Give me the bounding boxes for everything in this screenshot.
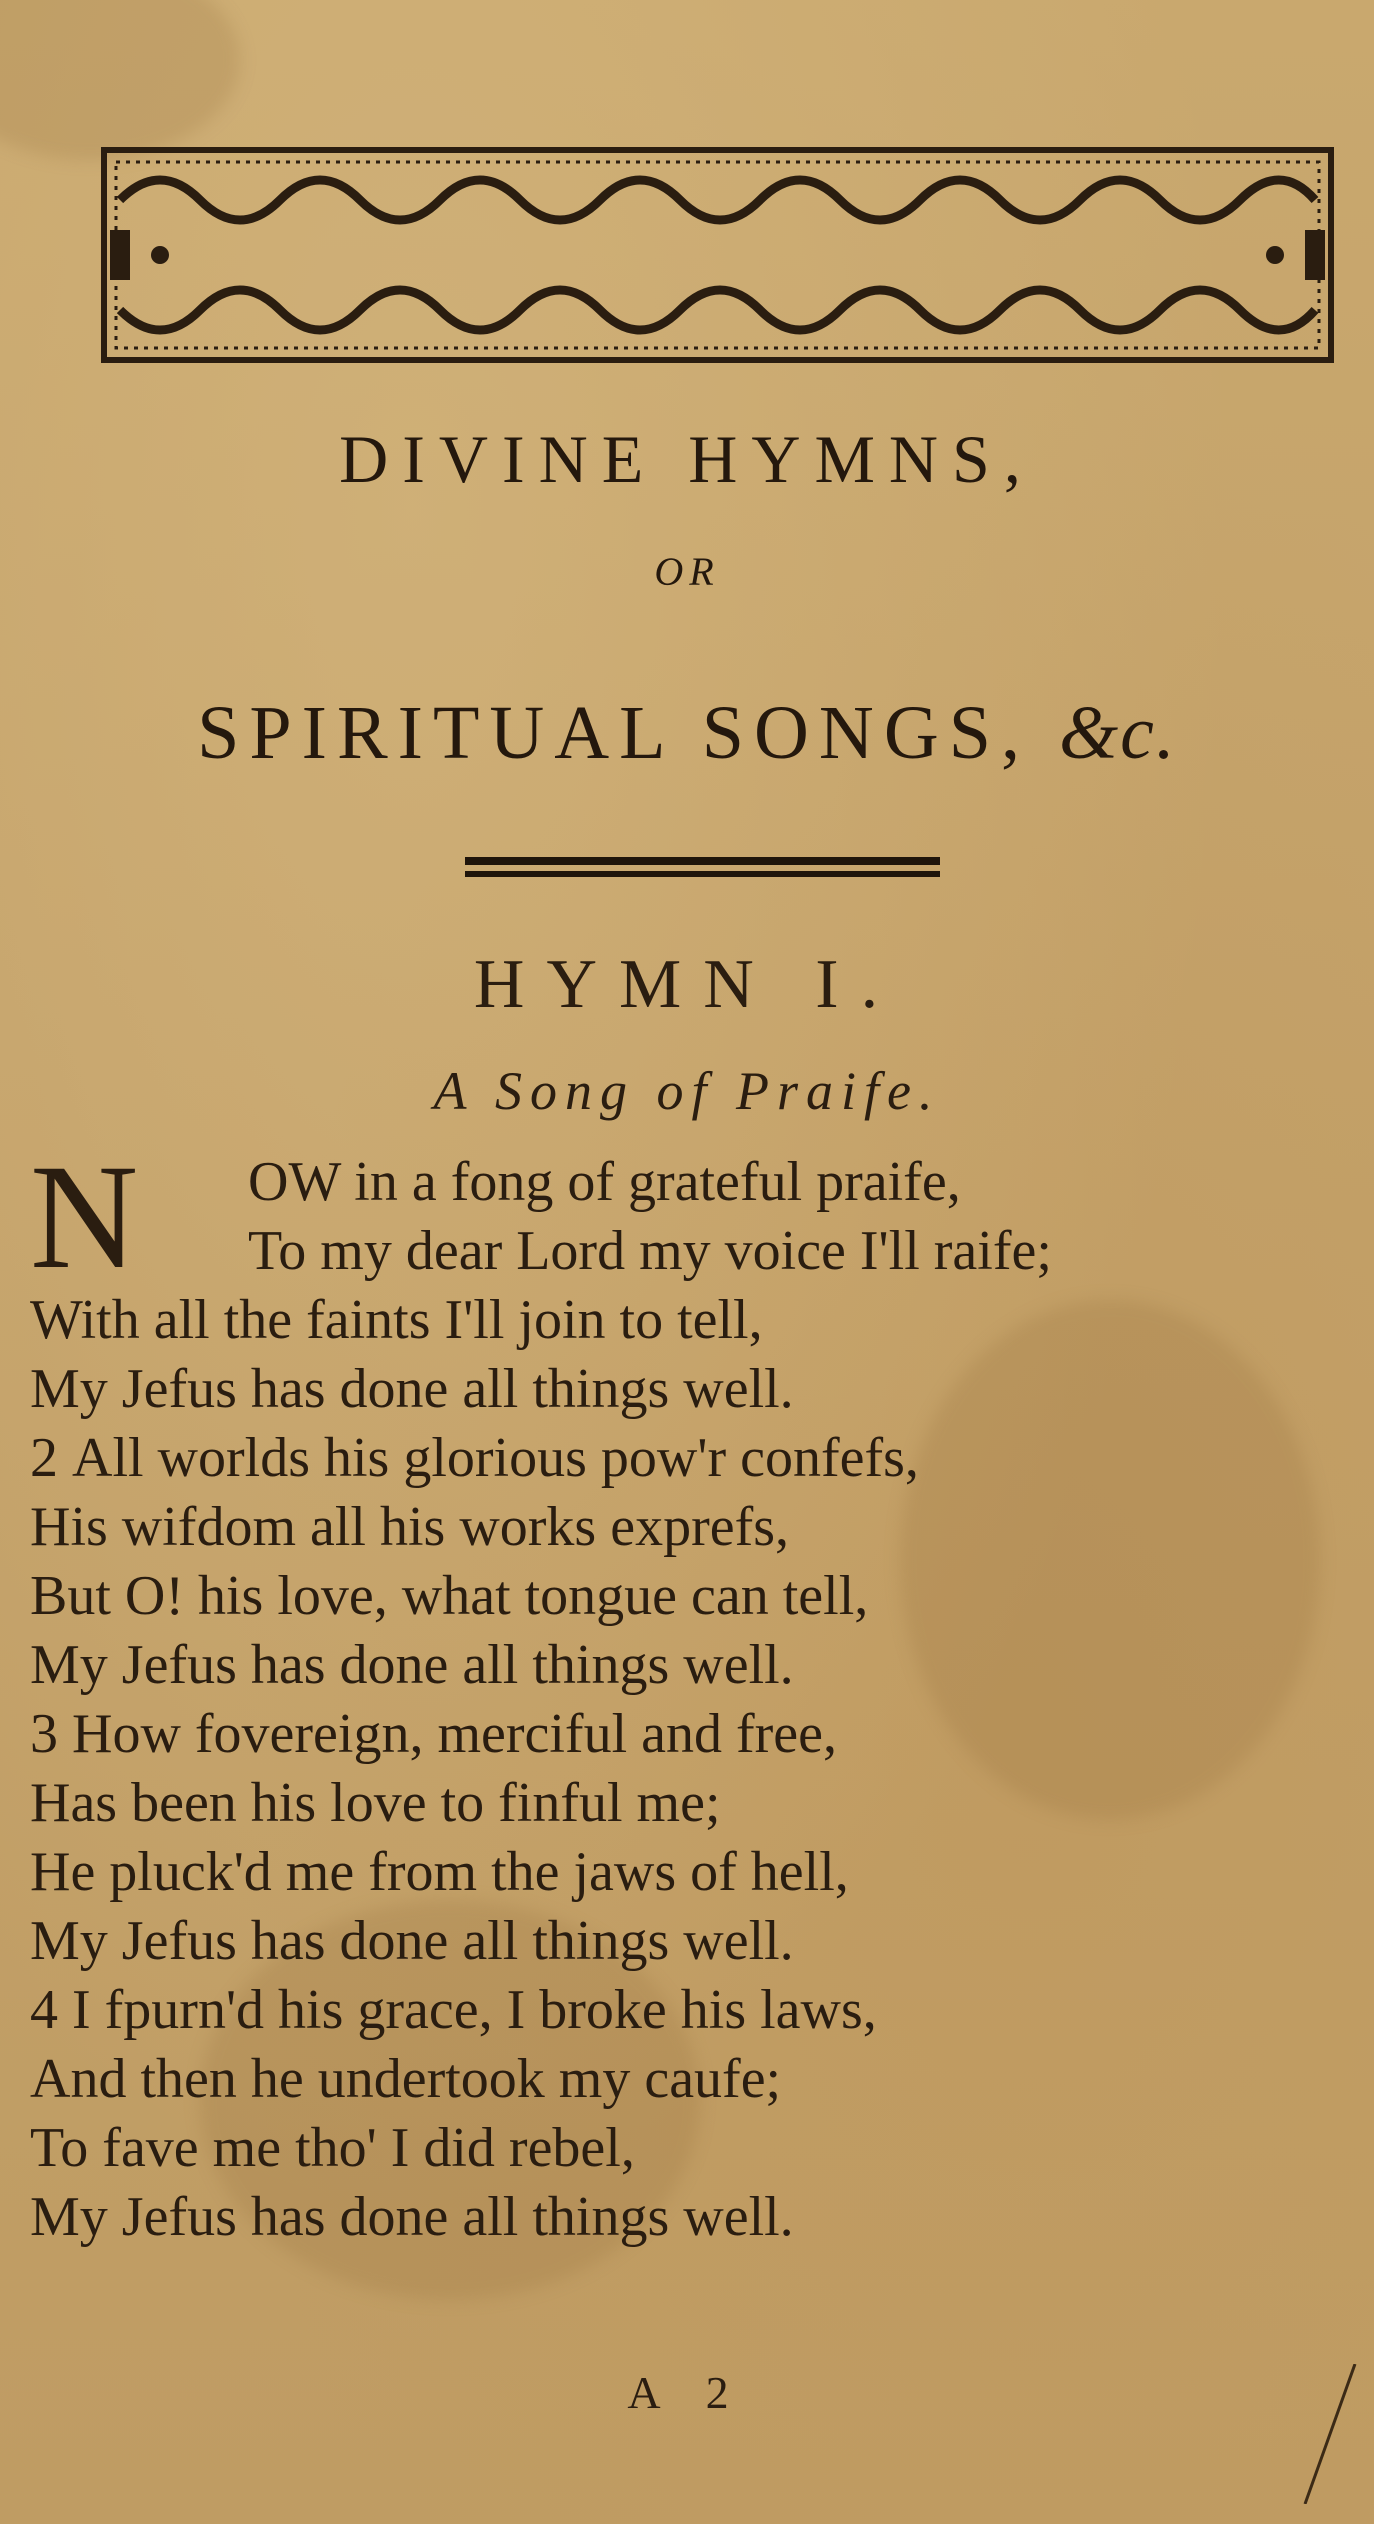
stanza-4 [30,1976,1350,2252]
verse-line: His wifdom all his works exprefs, [30,1496,790,1558]
verse-line: OW in a fong of grateful praife, [248,1151,961,1213]
stanza-number: 2 [30,1427,58,1489]
stanza-number: 3 [30,1703,58,1765]
verse-line: My Jefus has done all things well. [30,2186,794,2248]
stanza-1 [30,1134,1350,1424]
stanza-number: 4 [30,1979,58,2041]
double-rule-divider [465,855,940,881]
stanza-2 [30,1424,1350,1700]
verse-line-text: How fovereign, merciful and free, [72,1703,837,1765]
verse-line: Has been his love to finful me; [30,1772,721,1834]
title-conjunction: OR [654,549,720,594]
decorative-border-ornament [100,140,1335,370]
verse-line [30,1424,1350,1493]
verse-line: My Jefus has done all things well. [30,1910,794,1972]
subtitle-etc: &c. [1058,691,1177,775]
verse-line: But O! his love, what tongue can tell, [30,1565,869,1627]
hymn-subtitle: A Song of Praife. [433,1061,941,1121]
verse-line: With all the faints I'll join to tell, [30,1289,763,1351]
verse-line-text: All worlds his glorious pow'r confefs, [72,1427,919,1489]
verse-line-text: I fpurn'd his grace, I broke his laws, [72,1979,877,2041]
verse-line [30,1976,1350,2045]
verse-line: And then he undertook my caufe; [30,2048,782,2110]
subtitle [0,690,1374,777]
verse-line: To fave me tho' I did rebel, [30,2117,635,2179]
verse-line [30,1700,1350,1769]
hymn-verses [30,1134,1350,2252]
hymn-title: HYMN I. [473,946,901,1023]
stanza-3 [30,1700,1350,1976]
verse-line: To my dear Lord my voice I'll raife; [248,1220,1052,1282]
signature-mark: A 2 [627,2367,747,2418]
drop-cap: N [30,1134,139,1300]
verse-line: My Jefus has done all things well. [30,1358,794,1420]
subtitle-text: SPIRITUAL SONGS, [197,691,1030,775]
verse-line: He pluck'd me from the jaws of hell, [30,1841,849,1903]
verse-line: My Jefus has done all things well. [30,1634,794,1696]
paper-stain [0,0,240,160]
main-title: DIVINE HYMNS, [339,421,1035,497]
page-corner-crease [1300,2364,1360,2504]
